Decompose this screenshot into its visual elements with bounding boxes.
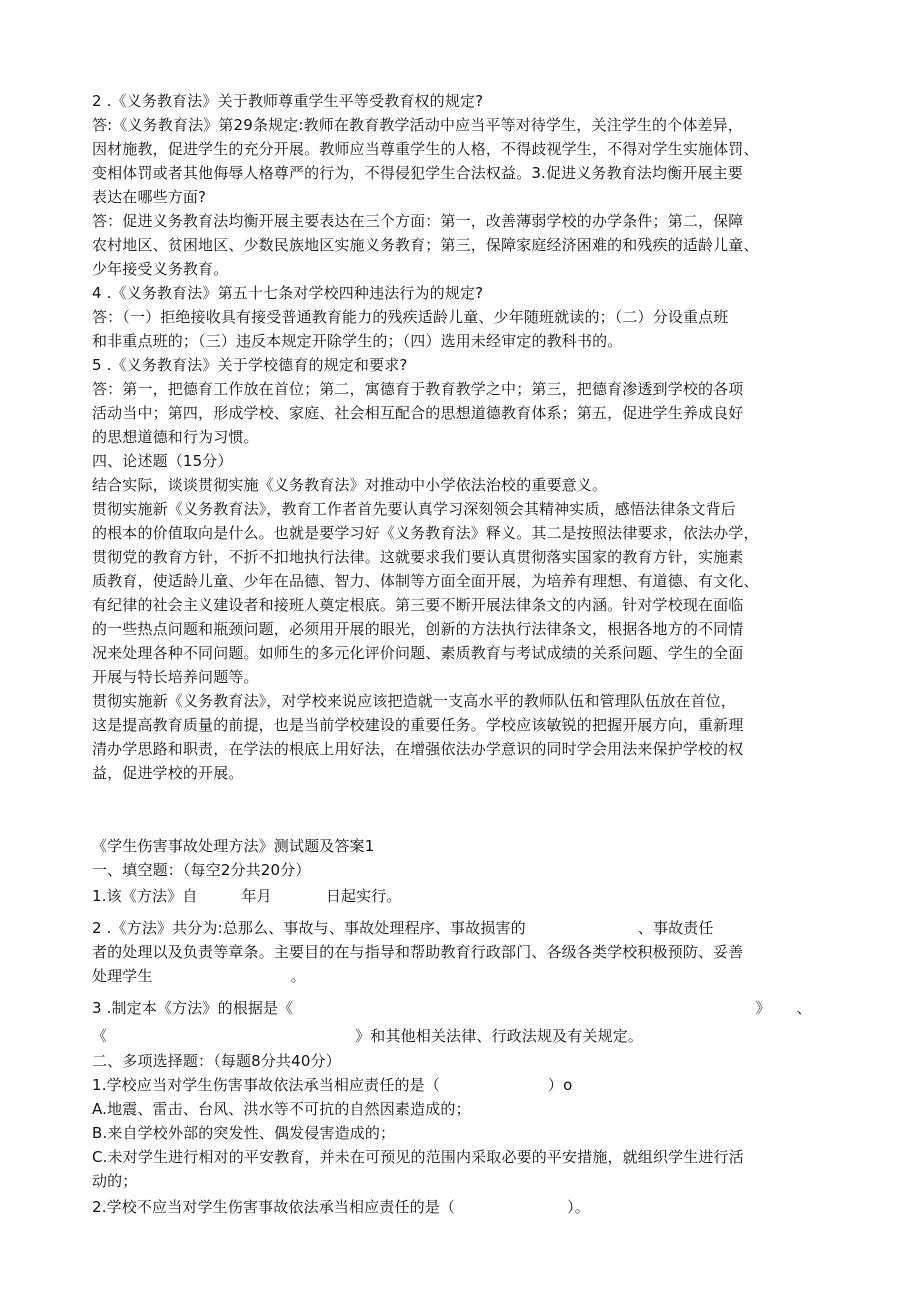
answer-5-line-2: 活动当中；第四，形成学校、家庭、社会相互配合的思想道德教育体系；第五，促进学生养成良好 [92, 404, 744, 422]
fill-blank-2-line-3-a: 处理学生 [92, 967, 153, 985]
answer-4-line-1: 答：（一）拒绝接收具有接受普通教育能力的残疾适龄儿童、少年随班就读的；（二）分设重点班 [92, 308, 729, 326]
essay-p1-line-2: 的根本的价值取向是什么。也就是要学习好《义务教育法》释义。其二是按照法律要求，依法办学， [92, 524, 759, 542]
answer-5-line-1: 答：第一，把德育工作放在首位；第二，寓德育于教育教学之中；第三，把德育渗透到学校的各项 [92, 380, 744, 398]
mc-1-option-b: B.来自学校外部的突发性、偶发侵害造成的； [92, 1124, 396, 1142]
fill-blank-1-part-b: 年月 [241, 887, 272, 905]
fill-blank-2-part-a: 2 .《方法》共分为:总那么、事故与、事故处理程序、事故损害的 [92, 919, 526, 937]
mc-1-option-a: A.地震、雷击、台风、洪水等不可抗的自然因素造成的； [92, 1100, 471, 1118]
multiple-choice-heading: 二、多项选择题：（每题8分共40分） [92, 1052, 341, 1070]
answer-3-line-1: 答：促进义务教育法均衡开展主要表达在三个方面：第一，改善薄弱学校的办学条件；第二，保障 [92, 212, 744, 230]
answer-3-line-2: 农村地区、贫困地区、少数民族地区实施义务教育；第三，保障家庭经济困难的和残疾的适龄儿童、 [92, 236, 759, 254]
fill-blank-1-part-a: 1.该《方法》自 [92, 887, 198, 905]
fill-blank-2-line-3 [92, 964, 837, 988]
question-5: 5 .《义务教育法》关于学校德育的规定和要求? [92, 356, 408, 374]
fill-blank-1-part-c: 日起实行。 [325, 887, 402, 905]
multiple-choice-1 [92, 1073, 837, 1097]
fill-blank-2-line-1 [92, 916, 837, 940]
test-title: 《学生伤害事故处理方法》测试题及答案1 [92, 837, 375, 855]
essay-p1-line-6: 的一些热点问题和瓶颈问题，必须用开展的眼光，创新的方法执行法律条文，根据各地方的不同情 [92, 620, 744, 638]
essay-p1-line-3: 贯彻党的教育方针，不折不扣地执行法律。这就要求我们要认真贯彻落实国家的教育方针，实施素 [92, 548, 744, 566]
essay-p1-line-4: 质教育，使适龄儿童、少年在品德、智力、体制等方面全面开展，为培养有理想、有道德、有文化、 [92, 572, 759, 590]
fill-blank-3-part-c: 、 [796, 999, 812, 1017]
answer-2-line-3: 变相体罚或者其他侮辱人格尊严的行为，不得侵犯学生合法权益。3.促进义务教育法均衡开展主要 [92, 164, 743, 182]
fill-blank-1 [92, 884, 837, 908]
answer-4-line-2: 和非重点班的；（三）违反本规定开除学生的；（四）选用未经审定的教科书的。 [92, 332, 623, 350]
answer-2-line-2: 因材施教，促进学生的充分开展。教师应当尊重学生的人格，不得歧视学生，不得对学生实施体罚、 [92, 140, 759, 158]
essay-p2-line-2: 这是提高教育质量的前提，也是当前学校建设的重要任务。学校应该敏锐的把握开展方向，重新理 [92, 716, 744, 734]
mc-2-close: ）。 [567, 1198, 590, 1216]
essay-p2-line-4: 益，促进学校的开展。 [92, 764, 244, 782]
fill-blank-3-line-2 [92, 1024, 837, 1048]
fill-blank-3-part-d: 《 [92, 1027, 108, 1045]
answer-2-line-4: 表达在哪些方面? [92, 188, 207, 206]
mc-1-close: ）o [547, 1076, 573, 1094]
mc-1-option-c-line-1: C.未对学生进行相对的平安教育，并未在可预见的范围内采取必要的平安措施，就组织学生进行活 [92, 1148, 744, 1166]
essay-p2-line-1: 贯彻实施新《义务教育法》，对学校来说应该把造就一支高水平的教师队伍和管理队伍放在首位， [92, 692, 736, 710]
essay-p1-line-1: 贯彻实施新《义务教育法》，教育工作者首先要认真学习深刻领会其精神实质，感悟法律条文背后 [92, 500, 736, 518]
fill-blank-heading: 一、填空题：（每空2分共20分） [92, 861, 311, 879]
mc-2-question: 2.学校不应当对学生伤害事故依法承当相应责任的是（ [92, 1198, 456, 1216]
fill-blank-3-part-a: 3 .制定本《方法》的根据是《 [92, 999, 294, 1017]
essay-prompt: 结合实际，谈谈贯彻实施《义务教育法》对推动中小学依法治校的重要意义。 [92, 476, 608, 494]
question-2: 2 .《义务教育法》关于教师尊重学生平等受教育权的规定? [92, 92, 484, 110]
essay-heading: 四、论述题（15分） [92, 452, 233, 470]
fill-blank-3-line-1 [92, 996, 837, 1020]
multiple-choice-2 [92, 1195, 837, 1219]
mc-1-option-c-line-2: 动的； [92, 1172, 138, 1190]
answer-3-line-3: 少年接受义务教育。 [92, 260, 229, 278]
fill-blank-2-line-2: 者的处理以及负责等章条。主要目的在与指导和帮助教育行政部门、各级各类学校积极预防、妥善 [92, 943, 744, 961]
essay-p2-line-3: 清办学思路和职责，在学法的根底上用好法，在增强依法办学意识的同时学会用法来保护学校的权 [92, 740, 744, 758]
mc-1-question: 1.学校应当对学生伤害事故依法承当相应责任的是（ [92, 1076, 440, 1094]
fill-blank-2-line-3-b: 。 [290, 967, 306, 985]
fill-blank-3-part-e: 》和其他相关法律、行政法规及有关规定。 [355, 1027, 644, 1045]
answer-2-line-1: 答:《义务教育法》第29条规定:教师在教育教学活动中应当平等对待学生，关注学生的个体差异， [92, 116, 743, 134]
fill-blank-2-part-b: 、事故责任 [637, 919, 714, 937]
essay-p1-line-8: 开展与特长培养问题等。 [92, 668, 259, 686]
essay-p1-line-5: 有纪律的社会主义建设者和接班人奠定根底。第三要不断开展法律条文的内涵。针对学校现在面临 [92, 596, 744, 614]
question-4: 4 .《义务教育法》第五十七条对学校四种违法行为的规定? [92, 284, 484, 302]
answer-5-line-3: 的思想道德和行为习惯。 [92, 428, 259, 446]
essay-p1-line-7: 况来处理各种不同问题。如师生的多元化评价问题、素质教育与考试成绩的关系问题、学生的全面 [92, 644, 744, 662]
fill-blank-3-part-b: 》 [755, 999, 771, 1017]
